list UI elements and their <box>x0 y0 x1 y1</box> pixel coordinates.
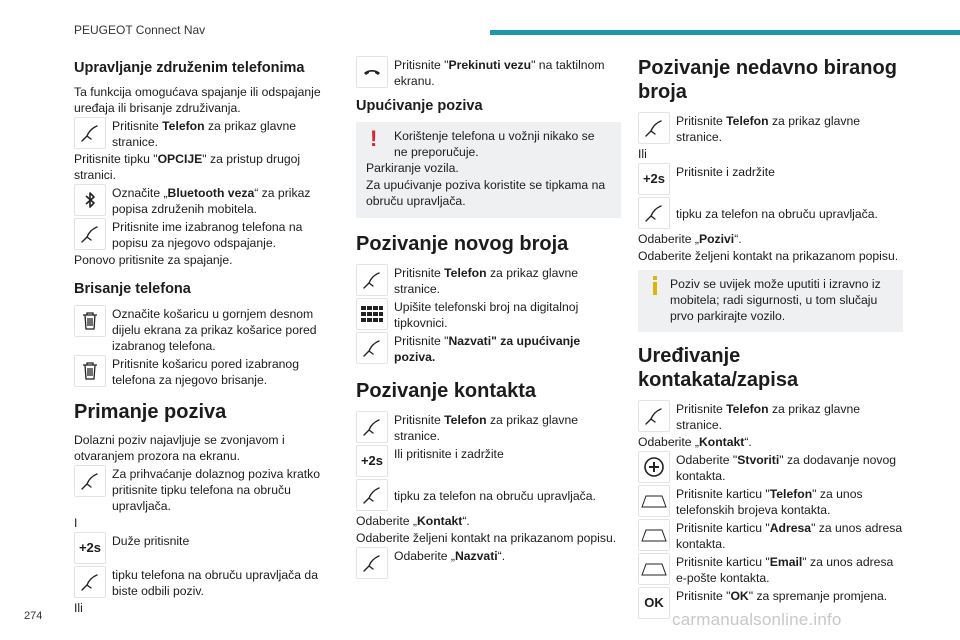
hand-press-icon <box>356 332 388 364</box>
paragraph: Dolazni poziv najavljuje se zvonjavom i otvaranjem prozora na ekranu. <box>74 433 285 463</box>
warning-icon: ! <box>370 126 378 151</box>
hand-press-icon <box>638 400 670 432</box>
step-item: Pritisnite ime izabranog telefona na popisu za njegovo odspajanje. <box>74 218 324 251</box>
warning-box: ! Korištenje telefona u vožnji nikako se ne preporučuje. Parkiranje vozila. Za upućivanje poziva koristite se tipkama na obruču upravljača. <box>356 122 621 218</box>
step-item: Odaberite "Stvoriti" za dodavanje novog kontakta. <box>638 451 903 484</box>
hand-press-icon <box>356 547 388 579</box>
section-title-new-number: Pozivanje novog broja <box>356 233 569 255</box>
hold-2s-icon: +2s <box>356 445 388 477</box>
hand-press-icon <box>638 197 670 229</box>
bluetooth-icon <box>74 184 106 216</box>
hang-up-icon <box>356 56 388 88</box>
add-circle-icon <box>638 451 670 483</box>
header-accent-bar <box>490 30 960 35</box>
step-item: Za prihvaćanje dolaznog poziva kratko pritisnite tipku telefona na obruču upravljača. <box>74 465 324 514</box>
watermark: carmanualsonline.info <box>672 610 842 629</box>
column-1 <box>74 56 324 617</box>
column-3 <box>638 56 903 621</box>
hold-2s-icon: +2s <box>638 163 670 195</box>
step-item: tipku za telefon na obruču upravljača. <box>638 197 903 230</box>
hand-press-icon <box>74 218 106 250</box>
step-item: Pritisnite Telefon za prikaz glavne stranice. <box>638 112 903 145</box>
paragraph: Ili <box>638 147 647 161</box>
step-item: Pritisnite karticu "Telefon" za unos telefonskih brojeva kontakta. <box>638 485 903 518</box>
paragraph: Ponovo pritisnite za spajanje. <box>74 253 233 267</box>
step-item: Pritisnite "Prekinuti vezu" na taktilnom ekranu. <box>356 56 621 89</box>
info-box: Poziv se uvijek može uputiti i izravno iz mobitela; radi sigurnosti, u tom slučaju prvo parkirajte vozilo. <box>638 270 903 332</box>
step-item: OK Pritisnite "OK" za spremanje promjena. <box>638 587 903 620</box>
step-item: Označite košaricu u gornjem desnom dijelu ekrana za prikaz košarice pored izabranog telefona. <box>74 305 324 354</box>
paragraph: Odaberite „Kontakt“. <box>356 514 470 528</box>
paragraph: I <box>74 516 78 530</box>
keypad-icon <box>356 298 388 330</box>
step-item: Odaberite „Nazvati“. <box>356 547 621 580</box>
hand-press-icon <box>74 117 106 149</box>
header-title: PEUGEOT Connect Nav <box>74 23 206 37</box>
hand-press-icon <box>356 264 388 296</box>
section-title-receiving-calls: Primanje poziva <box>74 401 227 423</box>
page-number: 274 <box>24 610 43 622</box>
step-item: Pritisnite Telefon za prikaz glavne stranice. <box>356 264 621 297</box>
tab-icon <box>638 553 670 585</box>
paragraph: Ta funkcija omogućava spajanje ili odspajanje uređaja ili brisanje združivanja. <box>74 85 321 115</box>
hand-press-icon <box>74 465 106 497</box>
step-item: tipku za telefon na obruču upravljača. <box>356 479 621 512</box>
step-item: Upišite telefonski broj na digitalnoj tipkovnici. <box>356 298 621 331</box>
trash-icon <box>74 305 106 337</box>
hand-press-icon <box>638 112 670 144</box>
paragraph: Odaberite željeni kontakt na prikazanom popisu. <box>638 249 899 263</box>
step-item: Pritisnite Telefon za prikaz glavne stranice. <box>638 400 903 433</box>
step-item: +2s Pritisnite i zadržite <box>638 163 903 196</box>
step-item: Pritisnite Telefon za prikaz glavne stranice. <box>356 411 621 444</box>
tab-icon <box>638 519 670 551</box>
step-item: Pritisnite "Nazvati" za upućivanje poziva. <box>356 332 621 365</box>
paragraph: Odaberite „Kontakt“. <box>638 435 752 449</box>
step-item: +2s Ili pritisnite i zadržite <box>356 445 621 478</box>
paragraph: Odaberite „Pozivi“. <box>638 232 742 246</box>
section-title-redial: Pozivanje nedavno biranog broja <box>638 57 897 103</box>
step-item: Pritisnite Telefon za prikaz glavne stranice. <box>74 117 324 150</box>
column-2 <box>356 56 621 581</box>
ok-icon: OK <box>638 587 670 619</box>
step-item: Označite „Bluetooth veza“ za prikaz popisa združenih mobitela. <box>74 184 324 217</box>
step-item: Pritisnite karticu "Adresa" za unos adresa kontakta. <box>638 519 903 552</box>
hold-2s-icon: +2s <box>74 532 106 564</box>
paragraph: Pritisnite tipku "OPCIJE" za pristup drugoj stranici. <box>74 152 301 182</box>
hand-press-icon <box>356 411 388 443</box>
info-icon <box>650 276 662 300</box>
section-title-paired-phones: Upravljanje združenim telefonima <box>74 60 305 76</box>
section-title-edit-contacts: Uređivanje kontakata/zapisa <box>638 345 799 391</box>
step-item: tipku telefona na obruču upravljača da biste odbili poziv. <box>74 566 324 599</box>
step-item: +2s Duže pritisnite <box>74 532 324 565</box>
hand-press-icon <box>356 479 388 511</box>
paragraph: Ili <box>74 601 83 615</box>
paragraph: Odaberite željeni kontakt na prikazanom popisu. <box>356 531 617 545</box>
section-title-delete-phone: Brisanje telefona <box>74 281 191 297</box>
tab-icon <box>638 485 670 517</box>
hand-press-icon <box>74 566 106 598</box>
step-item: Pritisnite košaricu pored izabranog telefona za njegovo brisanje. <box>74 355 324 388</box>
section-title-call-contact: Pozivanje kontakta <box>356 380 537 402</box>
trash-icon <box>74 355 106 387</box>
section-title-making-calls: Upućivanje poziva <box>356 98 483 114</box>
step-item: Pritisnite karticu "Email" za unos adresa e-pošte kontakta. <box>638 553 903 586</box>
